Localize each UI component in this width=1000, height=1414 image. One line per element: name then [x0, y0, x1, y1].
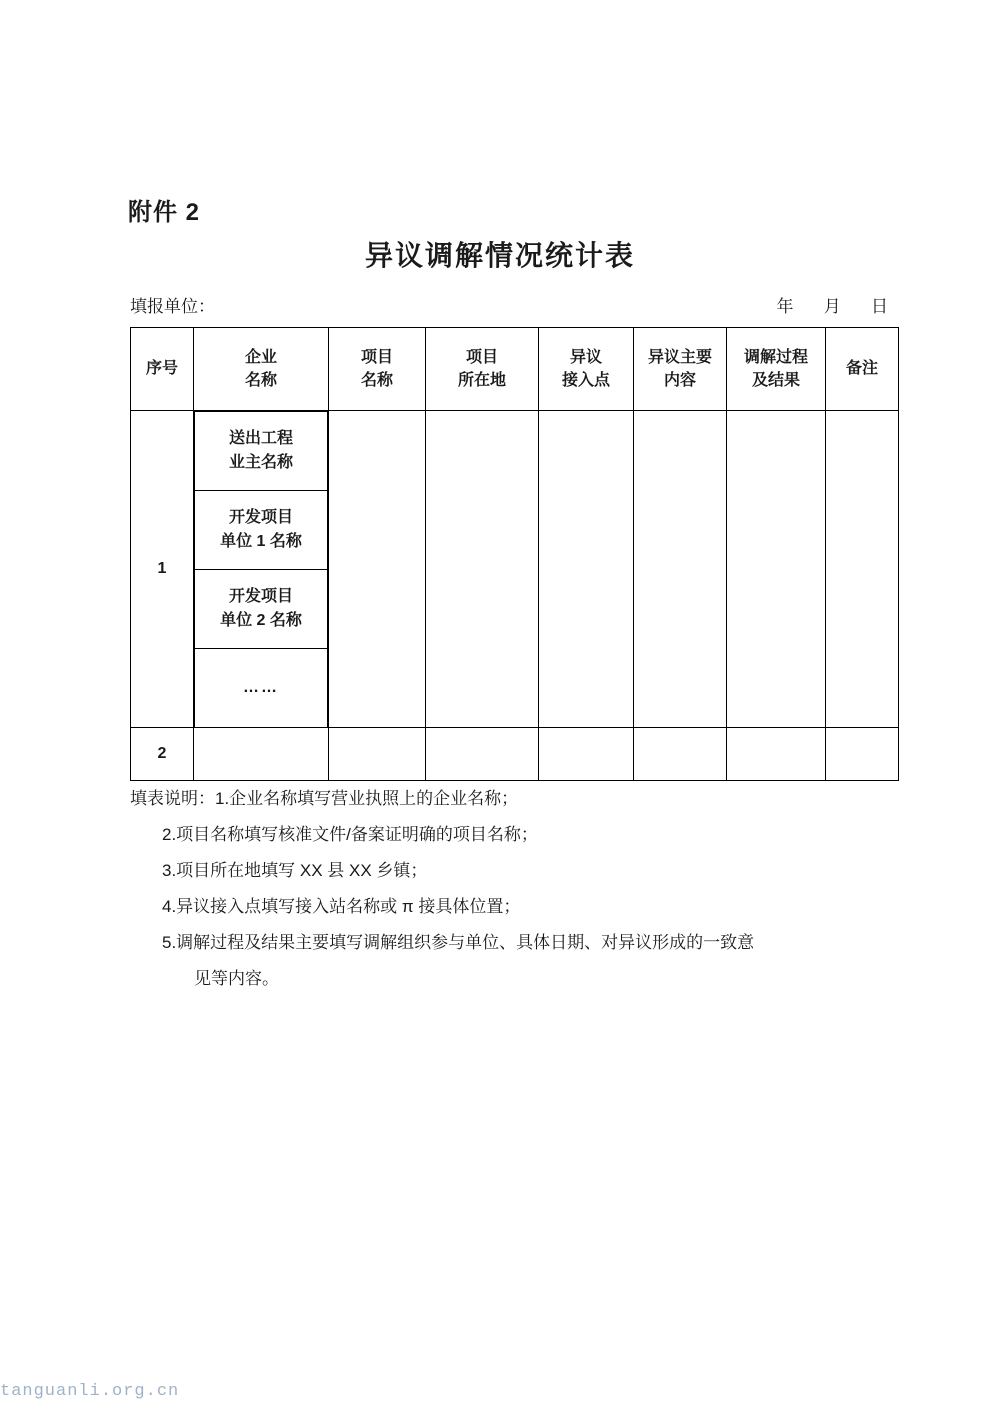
table-body: [131, 411, 899, 781]
remarks-cell-row2: [826, 728, 899, 781]
column-header-location-line2: 所在地: [457, 372, 506, 389]
column-header-access-point: [539, 328, 634, 411]
column-header-project-line1: 项目: [360, 348, 393, 366]
enterprise-name-cell-more: ……: [195, 649, 328, 728]
column-header-main-content-line1: 异议主要: [647, 348, 712, 366]
instructions-item-2: 2.项目名称填写核准文件/备案证明确的项目名称；: [162, 825, 538, 844]
enterprise-name-cell-2: [195, 491, 328, 570]
list-item: [195, 491, 328, 570]
table-row: [131, 411, 899, 728]
enterprise-name-2-line1: 开发项目: [228, 509, 293, 526]
location-cell-row1: [426, 411, 539, 728]
table-row: [131, 728, 899, 781]
meta-row: [130, 292, 890, 317]
access-point-cell-row2: [539, 728, 634, 781]
column-header-process-result: [727, 328, 826, 411]
column-header-access-point-line1: 异议: [569, 348, 602, 366]
column-header-remarks-line1: 备注: [845, 360, 878, 378]
instructions-item-3: 3.项目所在地填写 XX 县 XX 乡镇；: [162, 861, 428, 880]
list-item: [195, 570, 328, 649]
main-content-cell-row1: [634, 411, 727, 728]
project-name-cell-row2: [329, 728, 426, 781]
column-header-location-line1: 项目: [465, 348, 498, 366]
column-header-process-result-line2: 及结果: [751, 372, 800, 389]
column-header-no-line1: 序号: [145, 360, 178, 378]
column-header-enterprise-line2: 名称: [244, 372, 277, 389]
remarks-cell-row1: [826, 411, 899, 728]
statistics-table: [130, 327, 899, 781]
enterprise-name-3-line1: 开发项目: [228, 588, 293, 605]
watermark: tanguanli.org.cn: [0, 1382, 180, 1401]
date-fields: [755, 292, 891, 317]
date-year-label: 年: [776, 297, 796, 316]
column-header-location: [426, 328, 539, 411]
date-day-label: 日: [871, 297, 890, 316]
instructions-item-1: 1.企业名称填写营业执照上的企业名称；: [215, 789, 519, 808]
attachment-label: 附件 2: [128, 199, 201, 226]
column-header-main-content-line2: 内容: [663, 372, 696, 389]
instructions-head: 填表说明：: [130, 789, 215, 808]
date-month-label: 月: [823, 297, 843, 316]
column-header-no: [131, 328, 194, 411]
enterprise-name-3-line2: 单位 2 名称: [220, 612, 302, 629]
column-header-enterprise: [194, 328, 329, 411]
enterprise-name-group: [194, 411, 329, 728]
enterprise-name-subtable: [194, 411, 328, 727]
list-item: [195, 649, 328, 728]
column-header-enterprise-line1: 企业: [244, 348, 277, 366]
column-header-process-result-line1: 调解过程: [743, 348, 808, 366]
row-index-1: 1: [131, 411, 194, 728]
instructions-line-1: [130, 790, 900, 807]
access-point-cell-row1: [539, 411, 634, 728]
column-header-project: [329, 328, 426, 411]
column-header-remarks: [826, 328, 899, 411]
enterprise-name-1-line2: 业主名称: [228, 454, 293, 471]
enterprise-name-cell-1: [195, 412, 328, 491]
enterprise-name-cell-row2: [194, 728, 329, 781]
location-cell-row2: [426, 728, 539, 781]
form-instructions: [130, 790, 900, 1006]
main-content-cell-row2: [634, 728, 727, 781]
enterprise-name-1-line1: 送出工程: [228, 430, 293, 447]
enterprise-name-cell-3: [195, 570, 328, 649]
instructions-item-5-cont: 见等内容。: [194, 969, 279, 988]
reporting-unit-label: 填报单位：: [130, 297, 215, 316]
page-title: 异议调解情况统计表: [364, 241, 635, 272]
column-header-main-content: [634, 328, 727, 411]
row-index-2: 2: [131, 728, 194, 781]
column-header-access-point-line2: 接入点: [561, 372, 610, 389]
enterprise-name-2-line2: 单位 1 名称: [220, 533, 302, 550]
process-result-cell-row1: [727, 411, 826, 728]
table-header: [131, 328, 899, 411]
instructions-item-4: 4.异议接入点填写接入站名称或 π 接具体位置；: [162, 897, 521, 916]
column-header-project-line2: 名称: [360, 372, 393, 389]
table-header-row: [131, 328, 899, 411]
project-name-cell-row1: [329, 411, 426, 728]
list-item: [195, 412, 328, 491]
process-result-cell-row2: [727, 728, 826, 781]
instructions-item-5: 5.调解过程及结果主要填写调解组织参与单位、具体日期、对异议形成的一致意: [162, 933, 755, 952]
